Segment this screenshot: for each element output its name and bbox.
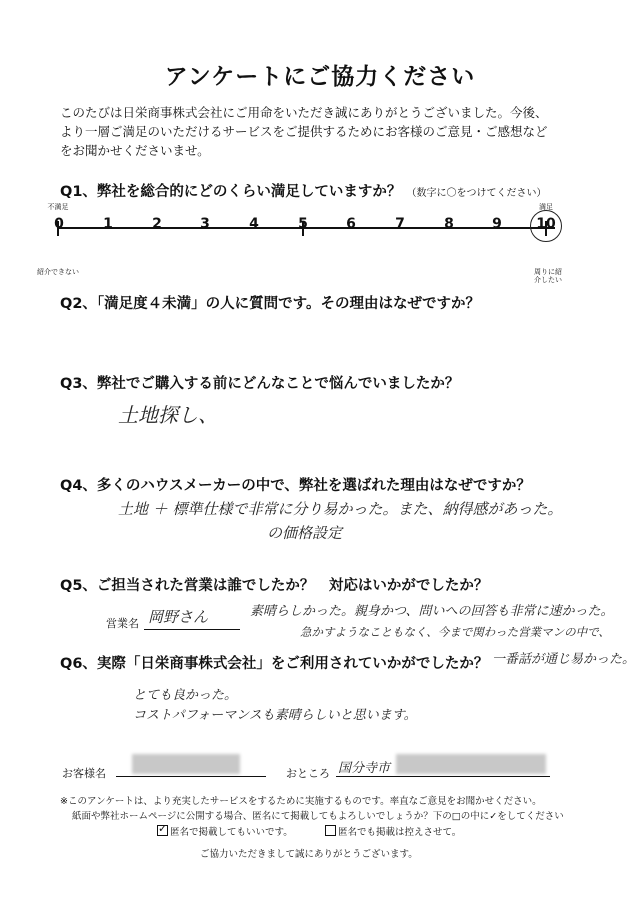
q2-label: Q2、「満足度４未満」の人に質問です。その理由はなぜですか？	[60, 296, 481, 312]
q6-label: Q6、実際「日栄商事株式会社」をご利用されていかがでしたか？	[60, 656, 489, 672]
q3-label: Q3、弊社でご購入する前にどんなことで悩んでいましたか？	[60, 376, 460, 392]
q3-answer: 土地探し、	[118, 403, 218, 427]
scale-number[interactable]: 9	[492, 216, 502, 232]
q6-answer-line1: とても良かった。	[133, 688, 238, 703]
satisfaction-scale	[0, 0, 640, 300]
customer-name-redacted	[132, 754, 240, 774]
footer-note-2: 紙面や弊社ホームページに公開する場合、匿名にて掲載してもよろしいでしょうか？下の□の中に✓をしてください	[72, 811, 564, 822]
q6-answer-line2: コストパフォーマンスも素晴らしいと思います。	[133, 708, 417, 723]
sales-name-value: 岡野さん	[148, 608, 209, 626]
scale-number[interactable]: 2	[152, 216, 162, 232]
q4-answer-line2: の価格設定	[267, 524, 343, 542]
thanks-text: ご協力いただきまして誠にありがとうございます。	[200, 849, 418, 860]
scale-number[interactable]: 8	[444, 216, 454, 232]
scale-number-selected[interactable]: 10	[536, 216, 556, 232]
q1-label: Q1、弊社を総合的にどのくらい満足していますか？	[60, 184, 402, 200]
address-redacted	[396, 754, 546, 774]
sales-name-underline	[144, 629, 240, 630]
sales-name-label: 営業名	[106, 617, 139, 630]
address-label: おところ	[286, 767, 330, 780]
scale-number[interactable]: 6	[346, 216, 356, 232]
scale-right-bottom: 周りに紹介したい	[534, 268, 562, 284]
scale-left-bottom: 紹介できない	[37, 268, 79, 276]
q5-answer-line2: 急かすようなこともなく、今まで関わった営業マンの中で、	[300, 625, 610, 639]
option-decline-label: 匿名でも掲載は控えさせて。	[338, 827, 462, 838]
customer-name-label: お客様名	[62, 767, 106, 780]
address-visible: 国分寺市	[338, 761, 391, 776]
q4-answer-line1: 土地 ＋ 標準仕様で非常に分り易かった。また、納得感があった。	[118, 500, 563, 518]
scale-number[interactable]: 7	[395, 216, 405, 232]
option-anonymous-label: 匿名で掲載してもいいです。	[170, 827, 293, 838]
scale-number[interactable]: 1	[103, 216, 113, 232]
q4-label: Q4、多くのハウスメーカーの中で、弊社を選ばれた理由はなぜですか？	[60, 478, 531, 494]
intro-line: このたびは日栄商事株式会社にご用命をいただき誠にありがとうございました。今後、	[60, 105, 548, 120]
option-decline[interactable]	[325, 824, 461, 838]
page-title: アンケートにご協力ください	[164, 64, 476, 90]
option-anonymous[interactable]	[157, 824, 293, 838]
scale-number[interactable]: 4	[249, 216, 259, 232]
customer-name-underline	[116, 776, 266, 777]
q1-note: （数字に〇をつけてください）	[406, 188, 547, 199]
footer-note-1: ※このアンケートは、より充実したサービスをするために実施するものです。率直なご意見をお聞かせください。	[60, 796, 542, 807]
q5-answer-line1: 素晴らしかった。親身かつ、問いへの回答も非常に速かった。	[250, 604, 614, 619]
selection-circle	[530, 210, 562, 242]
address-underline	[336, 776, 550, 777]
scale-right-top: 満足	[539, 203, 553, 211]
intro-line: をお聞かせくださいませ。	[60, 143, 210, 158]
anonymous-checkbox[interactable]	[157, 825, 168, 836]
scale-left-top: 不満足	[47, 203, 69, 211]
q5-answer-line3: 一番話が通じ易かった。	[492, 652, 636, 667]
scale-number[interactable]: 0	[54, 216, 64, 232]
intro-line: より一層ご満足のいただけるサービスをご提供するためにお客様のご意見・ご感想など	[60, 124, 548, 139]
scale-number[interactable]: 3	[200, 216, 210, 232]
q5-label: Q5、ご担当された営業は誰でしたか？ 対応はいかがでしたか？	[60, 578, 489, 594]
scale-number[interactable]: 5	[298, 216, 308, 232]
decline-checkbox[interactable]	[325, 825, 336, 836]
